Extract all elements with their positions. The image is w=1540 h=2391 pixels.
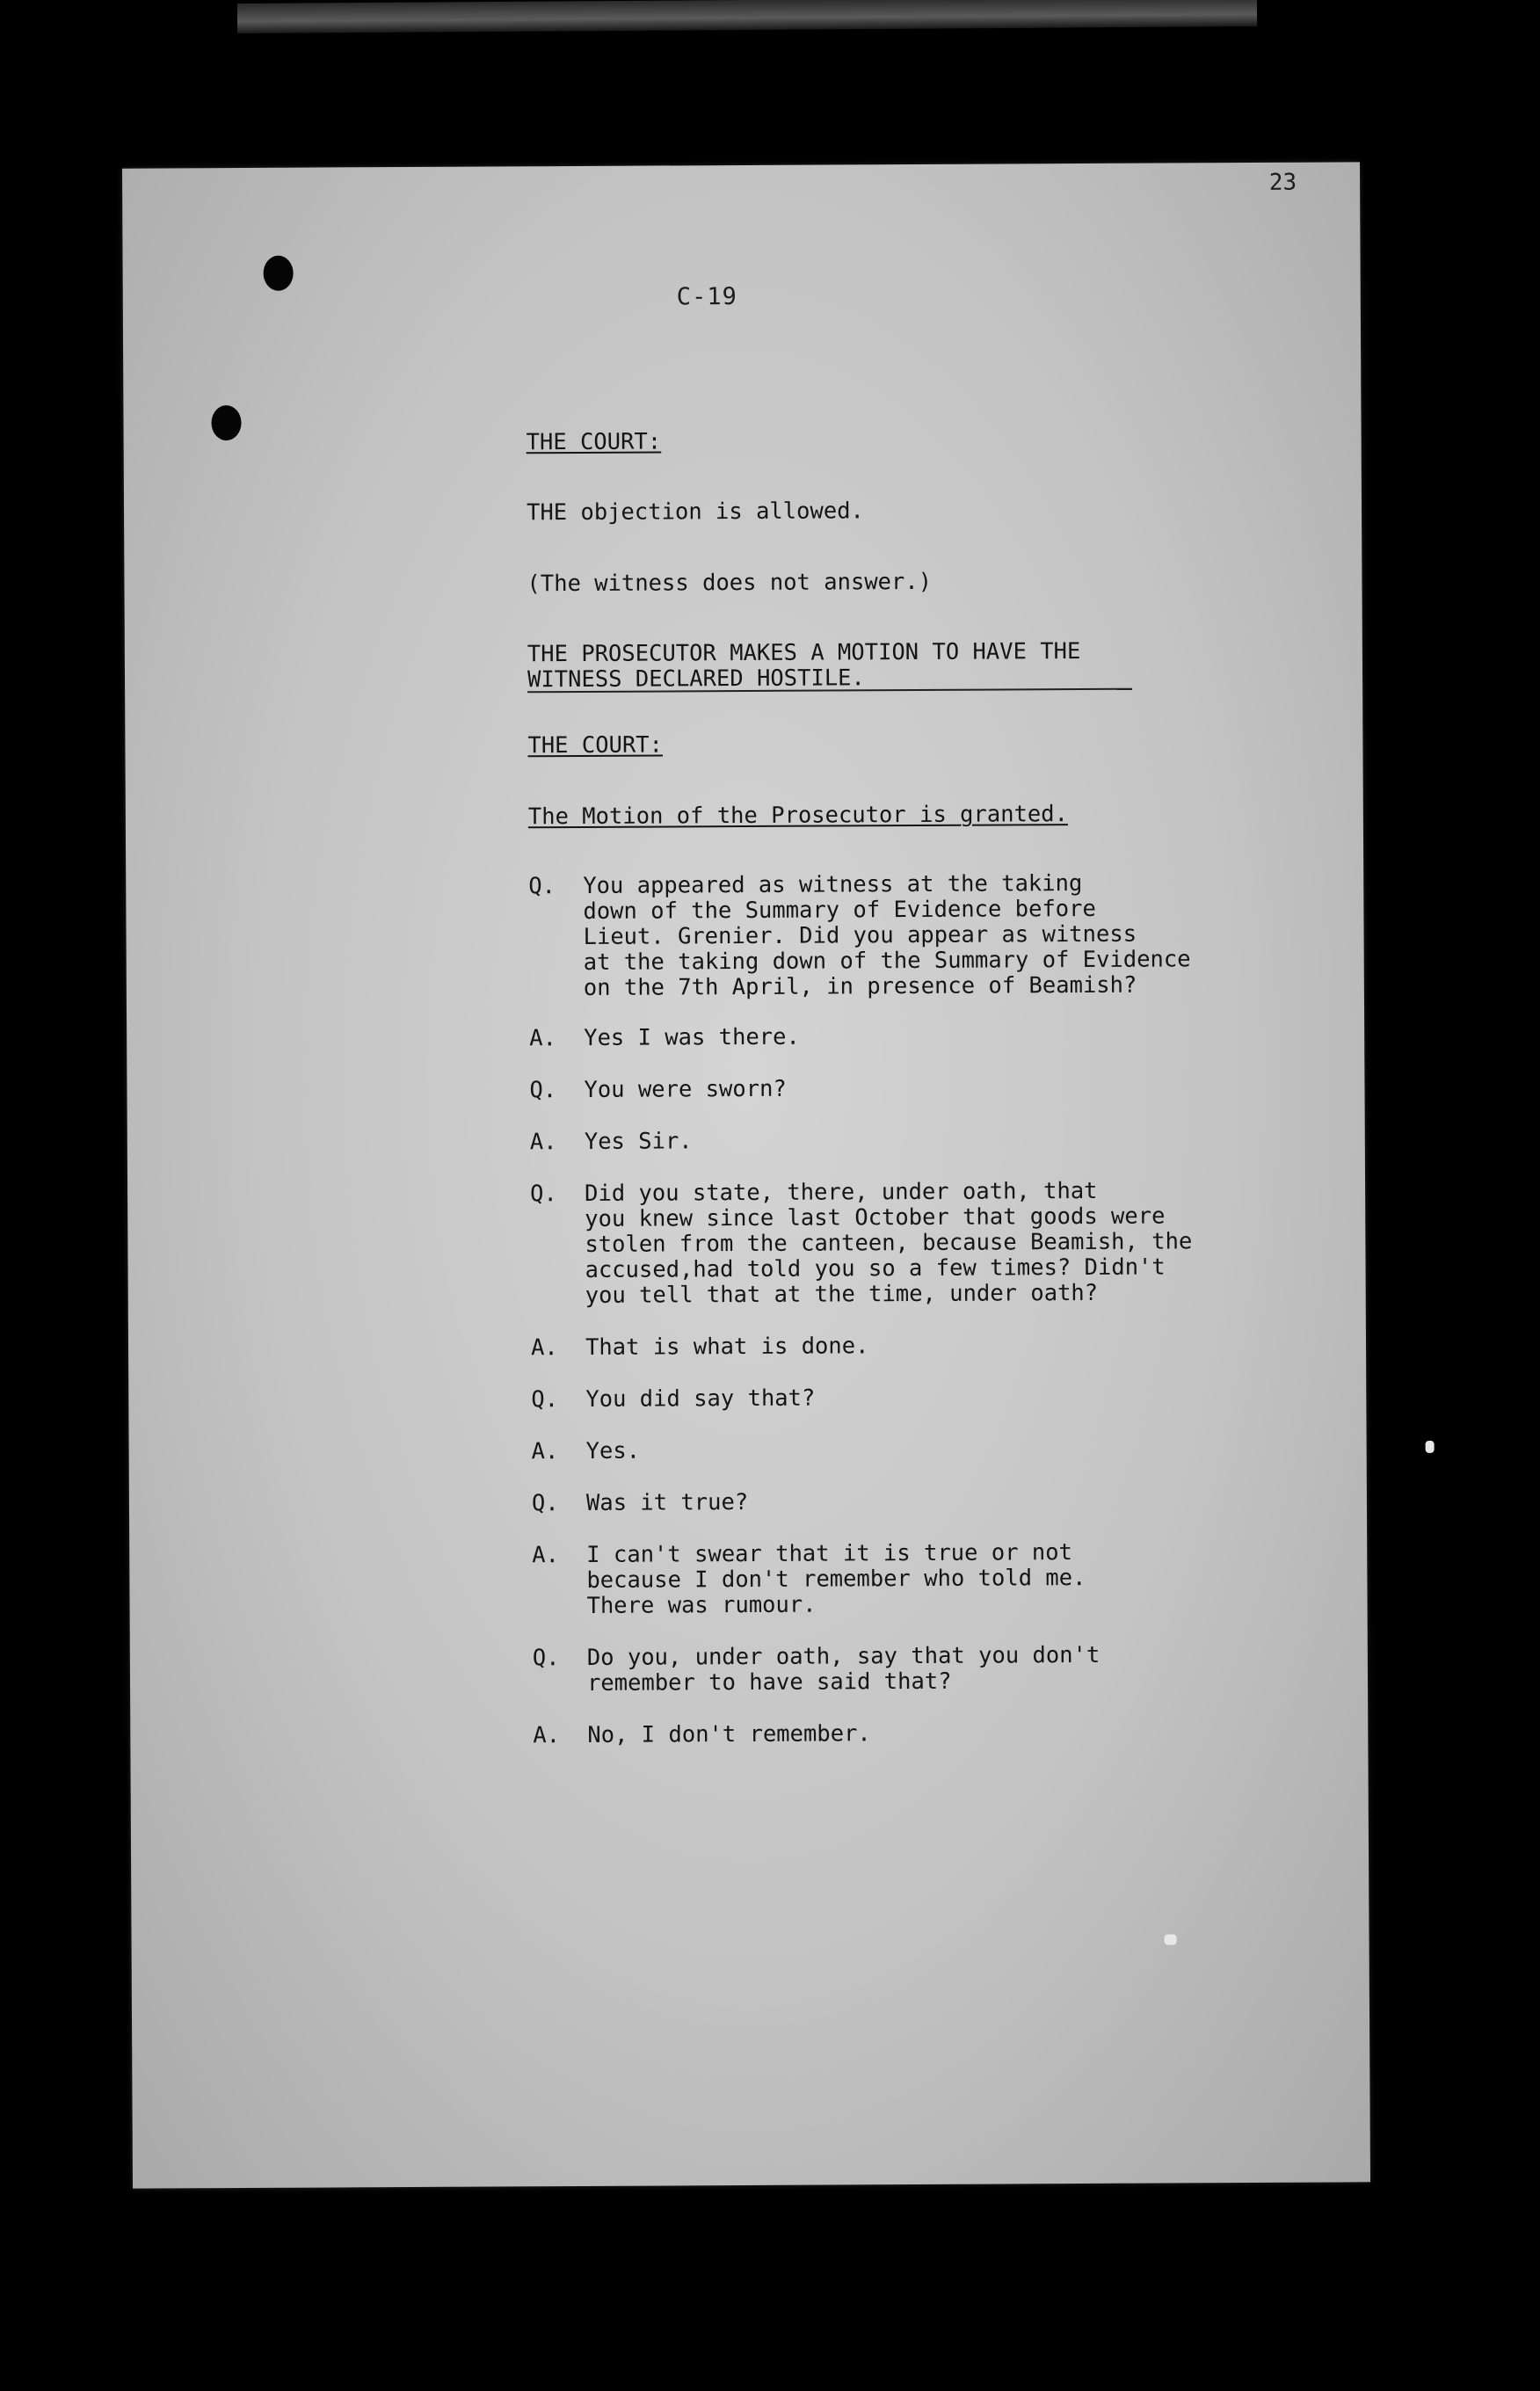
qa-label: Q. [531, 1386, 559, 1414]
qa-text [586, 1487, 1217, 1516]
question-entry [533, 1642, 1218, 1697]
punch-hole [211, 405, 241, 440]
qa-list [528, 870, 1218, 1748]
court-heading: THE COURT: [526, 428, 662, 456]
qa-label: Q. [530, 1181, 557, 1208]
qa-text [584, 1074, 1215, 1103]
qa-line: on the 7th April, in presence of Beamish? [583, 971, 1137, 1001]
answer-entry [533, 1719, 1218, 1748]
answer-entry [532, 1435, 1217, 1464]
qa-line: because I don't remember who told me. [586, 1564, 1086, 1594]
qa-line: stolen from the canteen, because Beamish, the [585, 1228, 1193, 1258]
qa-line: Yes Sir. [584, 1128, 693, 1155]
motion-line: THE PROSECUTOR MAKES A MOTION TO HAVE THE [527, 638, 1081, 668]
answer-entry [532, 1539, 1217, 1619]
paper-speck [1426, 1441, 1435, 1453]
qa-label: Q. [532, 1645, 560, 1672]
qa-text [586, 1539, 1217, 1619]
answer-entry [531, 1332, 1217, 1361]
qa-line: Did you state, there, under oath, that [585, 1177, 1098, 1207]
qa-line: There was rumour. [586, 1591, 817, 1619]
answer-entry [529, 1022, 1215, 1051]
question-entry [531, 1384, 1217, 1413]
answer-entry [530, 1126, 1216, 1155]
qa-line: You appeared as witness at the taking [583, 869, 1083, 899]
qa-line: Lieut. Grenier. Did you appear as witness [583, 920, 1137, 950]
punch-hole [264, 256, 294, 291]
qa-label: A. [529, 1025, 556, 1052]
qa-line: That is what is done. [585, 1333, 869, 1361]
question-entry [530, 1178, 1217, 1309]
qa-text [585, 1178, 1217, 1309]
question-entry [528, 870, 1215, 1001]
qa-line: accused,had told you so a few times? Didn't [585, 1254, 1166, 1283]
qa-label: A. [532, 1542, 560, 1569]
qa-line: remember to have said that? [586, 1668, 952, 1697]
qa-text [586, 1435, 1217, 1464]
qa-label: A. [530, 1334, 558, 1362]
qa-line: You did say that? [585, 1384, 816, 1413]
stage-direction: (The witness does not answer.) [527, 568, 933, 598]
qa-text [587, 1719, 1218, 1748]
qa-line: Yes. [585, 1437, 641, 1464]
qa-label: Q. [528, 873, 556, 900]
ruling-text: The Motion of the Prosecutor is granted. [527, 801, 1069, 831]
top-paper-scrap [237, 0, 1257, 33]
qa-line: Do you, under oath, say that you don't [586, 1641, 1101, 1671]
document-page [122, 162, 1370, 2188]
motion-line: WITNESS DECLARED HOSTILE. [527, 665, 865, 694]
qa-label: A. [529, 1129, 557, 1156]
qa-line: I can't swear that it is true or not [586, 1539, 1073, 1568]
qa-text [584, 1022, 1215, 1051]
qa-line: you knew since last October that goods were [585, 1203, 1166, 1232]
ruling-text: THE objection is allowed. [526, 498, 864, 527]
question-entry [529, 1074, 1215, 1103]
page-number: 23 [1268, 169, 1297, 196]
paper-speck [1165, 1934, 1177, 1944]
qa-line: Yes I was there. [584, 1023, 800, 1051]
document-reference: C-19 [676, 283, 737, 311]
qa-label: Q. [529, 1077, 557, 1104]
qa-text [585, 1384, 1217, 1413]
qa-label: Q. [531, 1490, 559, 1517]
qa-text [585, 1126, 1216, 1155]
qa-label: A. [531, 1438, 559, 1465]
qa-line: down of the Summary of Evidence before [583, 895, 1096, 925]
qa-line: Was it true? [585, 1488, 749, 1516]
qa-text [587, 1642, 1218, 1697]
qa-text [585, 1332, 1217, 1361]
court-heading: THE COURT: [527, 731, 664, 759]
question-entry [532, 1487, 1217, 1516]
qa-text [583, 870, 1215, 1001]
transcript-body [527, 426, 1219, 1748]
qa-line: you tell that at the time, under oath? [585, 1279, 1099, 1309]
prosecutor-motion [527, 638, 1213, 693]
qa-line: No, I don't remember. [587, 1720, 871, 1748]
qa-line: at the taking down of the Summary of Evidence [583, 946, 1191, 976]
qa-label: A. [533, 1722, 561, 1749]
qa-line: You were sworn? [584, 1075, 787, 1103]
